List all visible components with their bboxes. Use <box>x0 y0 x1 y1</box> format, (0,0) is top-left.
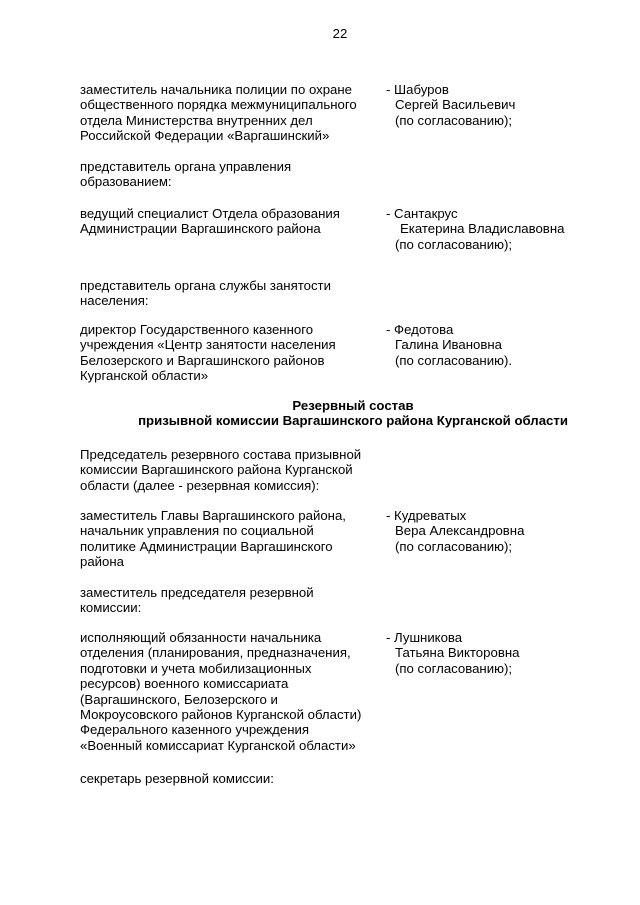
reserve-entry-person <box>386 508 606 554</box>
position-line: исполняющий обязанности начальника <box>80 630 322 645</box>
entry-person <box>386 82 606 128</box>
entry-position <box>80 278 370 309</box>
person-surname: - Шабуров <box>386 82 449 97</box>
person-surname: - Сантакрус <box>386 206 458 221</box>
position-line: политике Администрации Варгашинского <box>80 538 333 554</box>
reserve-entry-position <box>80 447 410 493</box>
reserve-entry-person <box>386 630 606 676</box>
position-line: района <box>80 554 124 570</box>
position-line: Российской Федерации «Варгашинский» <box>80 128 330 144</box>
reserve-entry-position <box>80 771 370 786</box>
person-name: Татьяна Викторовна <box>395 645 520 661</box>
person-name: Галина Ивановна <box>395 337 502 353</box>
position-line: населения: <box>80 293 149 309</box>
person-surname: - Кудреватых <box>386 508 467 523</box>
person-name: Сергей Васильевич <box>395 97 516 113</box>
person-note: (по согласованию). <box>395 352 513 368</box>
person-name: Екатерина Владиславовна <box>400 221 565 237</box>
position-line: директор Государственного казенного <box>80 322 314 337</box>
person-note: (по согласованию); <box>395 236 513 252</box>
position-line: комиссии Варгашинского района Курганской <box>80 462 353 478</box>
position-line: представитель органа управления <box>80 159 292 174</box>
position-line: начальник управления по социальной <box>80 523 314 539</box>
entry-person <box>386 322 606 368</box>
position-line: области (далее - резервная комиссия): <box>80 477 320 493</box>
position-line: общественного порядка межмуниципального <box>80 97 357 113</box>
position-line: ресурсов) военного комиссариата <box>80 676 289 692</box>
position-line: образованием: <box>80 174 172 190</box>
entry-position <box>80 82 370 144</box>
position-line: комиссии: <box>80 600 142 616</box>
position-line: представитель органа службы занятости <box>80 278 331 293</box>
position-line: Администрации Варгашинского района <box>80 221 321 237</box>
position-line: Председатель резервного состава призывной <box>80 447 362 462</box>
position-line: Белозерского и Варгашинского районов <box>80 352 325 368</box>
person-surname: - Федотова <box>386 322 454 337</box>
person-name: Вера Александровна <box>395 523 525 539</box>
entry-position <box>80 159 370 190</box>
person-surname: - Лушникова <box>386 630 463 645</box>
entry-person <box>386 206 606 252</box>
position-line: заместитель начальника полиции по охране <box>80 82 353 97</box>
position-line: секретарь резервной комиссии: <box>80 771 274 786</box>
position-line: «Военный комиссариат Курганской области» <box>80 737 356 753</box>
position-line: заместитель председателя резервной <box>80 585 314 600</box>
position-line: заместитель Главы Варгашинского района, <box>80 508 346 523</box>
person-note: (по согласованию); <box>395 660 513 676</box>
position-line: Мокроусовского районов Курганской области) <box>80 707 362 723</box>
position-line: учреждения «Центр занятости населения <box>80 337 336 353</box>
position-line: отдела Министерства внутренних дел <box>80 112 313 128</box>
position-line: ведущий специалист Отдела образования <box>80 206 340 221</box>
section-heading-line: Резервный состав <box>292 398 414 413</box>
entry-position <box>80 206 370 237</box>
person-note: (по согласованию); <box>395 538 513 554</box>
page-number: 22 <box>332 26 348 41</box>
reserve-entry-position <box>80 508 370 570</box>
position-line: Федерального казенного учреждения <box>80 722 309 738</box>
person-note: (по согласованию); <box>395 112 513 128</box>
position-line: Курганской области» <box>80 368 209 384</box>
reserve-entry-position <box>80 630 410 753</box>
section-heading <box>0 398 640 429</box>
section-heading-line: призывной комиссии Варгашинского района Курганской области <box>138 413 568 429</box>
position-line: подготовки и учета мобилизационных <box>80 660 312 676</box>
position-line: отделения (планирования, предназначения, <box>80 645 351 661</box>
reserve-entry-position <box>80 585 370 616</box>
entry-position <box>80 322 370 384</box>
position-line: (Варгашинского, Белозерского и <box>80 691 278 707</box>
